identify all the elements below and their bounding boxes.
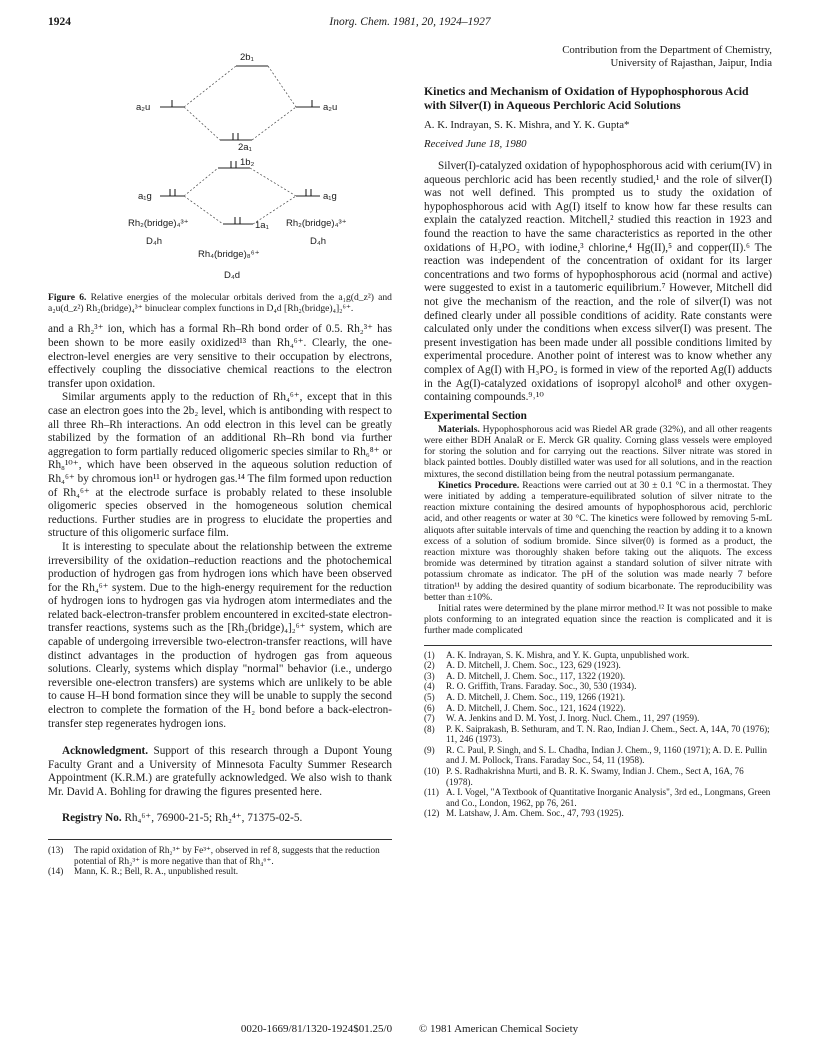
mo-diagram-svg [48,44,392,282]
label-right-symmetry: D₄h [310,236,327,247]
footnote-13: (13) The rapid oxidation of Rh₂³⁺ by Fe³⁺, observed in ref 8, suggests that the reduction potential of Rh₂³⁺ is more negative than that of Rh₄⁶⁺. [48,845,380,866]
reference-number: (12) [424,808,440,819]
reference-text: M. Latshaw, J. Am. Chem. Soc., 47, 793 (1925). [446,808,624,819]
intro-paragraph: Silver(I)-catalyzed oxidation of hypophosphorous acid with cerium(IV) in aqueous perchloric acid has been recently studied,¹ and the role of silver(I) was not well defined. This prompted us to study the oxidation of hypophosphorous acid with Ag(I) itself to know how far these results can explain the catalyzed reaction. Mitchell,² studied this reaction in 1923 and found the reaction to have the same characteristics as reported in the other oxidations of H₃PO₂ with iodine,³ chlorine,⁴ Hg(II),⁵ and copper(II).⁶ The reaction was independent of the concentration of oxidant for its larger concentrations and two forms of hypophosphorous acid (normal and active) were suggested to exist in a tautomeric equilibrium.⁷ However, Mitchell did not give the mechanism of the reaction, and the role of silver(I) was not defined clearly under all possible conditions of acidity. Rate constants were calculated only under the conditions when excess silver(I) was present. The present investigation has been made under all possible conditions limited by experimental procedure. Another point of interest was to know whether any complex of Ag(I) with H₃PO₂ is formed in view of the reported Ag(I) adducts in the Ag(I)-catalyzed oxidations of isopropyl alcohol⁸ and other oxygen-containing compounds.⁹˒¹⁰ [424,160,772,404]
contribution [424,44,772,70]
reference-item [424,650,772,661]
reference-number: (7) [424,713,435,724]
materials-head: Materials. [438,423,480,435]
page-number: 1924 [48,16,71,28]
registry-numbers [48,812,392,826]
reference-item [424,671,772,682]
reference-text: A. I. Vogel, "A Textbook of Quantitative Inorganic Analysis", 3rd ed., Longmans, Green and Co., London, 1962, pp 76, 261. [446,787,771,808]
left-paragraph-2: Similar arguments apply to the reduction of Rh₄⁶⁺, except that in this case an electron goes into the 2b₂ level, which is antibonding with respect to all three Rh–Rh interactions. An odd electron in this level can be greatly stabilized by the formation of an additional Rh–Rh bond via further aggregation to form partially reduced oligomeric species similar to Rh₆⁸⁺ or Rh₈¹⁰⁺, which have been observed in the aqueous solution reduction of Rh₄⁶⁺ by chromous ion¹¹ or hydrogen gas.¹⁴ The film formed upon reduction of Rh₄⁶⁺ at the electrode surface is probably related to these insoluble oligomeric species observed in the homogeneous solution chemical reductions. Further studies are in progress to elucidate the properties and structure of this oligomeric surface film. [48,391,392,540]
footer-copyright: © 1981 American Chemical Society [418,1023,579,1035]
right-column [424,44,772,819]
reference-number: (3) [424,670,435,681]
label-2b1: 2b₁ [240,52,254,63]
reference-number: (6) [424,702,435,713]
reference-text: A. D. Mitchell, J. Chem. Soc., 123, 629 (1923). [446,660,621,671]
reference-text: R. O. Griffith, Trans. Faraday. Soc., 30, 530 (1934). [446,681,637,692]
label-a1g-left: a₁g [138,191,152,202]
mo-energy-diagram [48,44,392,282]
materials-text: Hypophosphorous acid was Riedel AR grade (32%), and all other reagents were either BDH AnalaR or E. Merck GR quality. Corning glass vessels were employed for storing the solution and for carrying out the reactions. Silver nitrate was stored in black painted bottles. Doubly distilled water was used for all solutions, and in the reaction mixtures, the second distillation being from the neutral potassium permanganate. [424,423,772,480]
reference-text: R. C. Paul, P. Singh, and S. L. Chadha, Indian J. Chem., 9, 1160 (1971); A. D. E. Pullin and J. M. Pollock, Trans. Faraday Soc., 54, 11 (1958). [446,744,767,766]
kinetics-paragraph [424,480,772,603]
kinetics-text: Reactions were carried out at 30 ± 0.1 °C in a thermostat. They were initiated by adding a temperature-equilibrated solution of silver nitrate to the reaction mixture containing the desired amounts of hypophosphorous acid, perchloric acid, and other reagents or water at 30 °C. The kinetics were followed by removing 5-mL aliquots after suitable intervals of time and quenching the reaction by adding it to a known excess of a solution of sodium bromide. Since silver(0) is formed as a product, the reaction mixture was thoroughly shaken before taking out the aliquots. The excess bromide was determined by titration against a standard solution of silver nitrate with potassium chromate as indicator. The pH of the solution was made nearly 7 before titration¹¹ by adding the desired quantity of sodium bicarbonate. The reproducibility was better than ±10%. [424,479,772,603]
label-2a1: 2a₁ [238,142,252,153]
reference-number: (8) [424,723,435,734]
label-left-symmetry: D₄h [146,236,163,247]
received-date: Received June 18, 1980 [424,138,527,150]
reference-item [424,745,772,766]
reference-item [424,787,772,808]
registry-text: Rh₄⁶⁺, 76900-21-5; Rh₂⁴⁺, 71375-02-5. [121,811,303,824]
running-header [48,16,772,34]
acknowledgment [48,745,392,799]
footnote-14: (14) Mann, K. R.; Bell, R. A., unpublished result. [48,866,239,877]
reference-text: W. A. Jenkins and D. M. Yost, J. Inorg. Nucl. Chem., 11, 297 (1959). [446,713,700,724]
figure-caption-text: Relative energies of the molecular orbitals derived from the a₁g(d_z²) and a₂u(d_z²) Rh₂(bridge)₄³⁺ binuclear complex functions in D₄d [Rh₂(bridge)₄]₂⁶⁺. [48,292,392,315]
kinetics-head: Kinetics Procedure. [438,479,520,491]
reference-number: (9) [424,744,435,755]
label-a2u-left: a₂u [136,102,151,113]
label-center-complex: Rh₄(bridge)₈⁶⁺ [198,249,260,260]
reference-text: A. K. Indrayan, S. K. Mishra, and Y. K. Gupta, unpublished work. [446,649,690,660]
registry-head: Registry No. [62,811,122,824]
article-authors: A. K. Indrayan, S. K. Mishra, and Y. K. Gupta* [424,119,630,131]
reference-number: (10) [424,766,440,777]
reference-number: (2) [424,660,435,671]
label-center-symmetry: D₄d [224,270,241,281]
reference-item [424,724,772,745]
label-left-complex: Rh₂(bridge)₄³⁺ [128,218,189,229]
journal-citation: Inorg. Chem. 1981, 20, 1924–1927 [329,16,491,28]
label-1a1: 1a₁ [255,220,269,231]
reference-number: (11) [424,787,439,798]
contribution-line-2: University of Rajasthan, Jaipur, India [610,57,772,69]
left-column [48,44,392,877]
label-right-complex: Rh₂(bridge)₄³⁺ [286,218,347,229]
page-footer [0,1023,819,1035]
reference-text: A. D. Mitchell, J. Chem. Soc., 117, 1322 (1920). [446,670,626,681]
reference-item [424,713,772,724]
label-1b2: 1b₂ [240,157,255,168]
experimental-section-head: Experimental Section [424,409,527,422]
reference-text: A. D. Mitchell, J. Chem. Soc., 121, 1624 (1922). [446,702,626,713]
label-a1g-right: a₁g [323,191,337,202]
reference-item [424,660,772,671]
reference-item [424,681,772,692]
reference-item [424,808,772,819]
contribution-line-1: Contribution from the Department of Chemistry, [562,44,772,56]
initial-rates-paragraph: Initial rates were determined by the plane mirror method.¹² It was not possible to make plots conforming to an integrated equation since the reaction is complicated and it is further made complicated [424,602,772,637]
references-list [424,650,772,820]
footer-code: 0020-1669/81/1320-1924$01.25/0 [240,1023,393,1035]
reference-text: A. D. Mitchell, J. Chem. Soc., 119, 1266 (1921). [446,691,626,702]
left-paragraph-1: and a Rh₂³⁺ ion, which has a formal Rh–Rh bond order of 0.5. Rh₂³⁺ has been shown to be more easily oxidized¹³ than Rh₄⁶⁺. Clearly, the one-electron-level energies are very sensitive to their occupation by electrons, effectively coupling the dissociative chemical reactions to the electron transfer upon oxidation. [48,323,392,390]
figure-caption-label: Figure 6. [48,292,87,303]
reference-item [424,703,772,714]
reference-number: (5) [424,691,435,702]
acknowledgment-text: Support of this research through a Dupont Young Faculty Grant and a University of Minnesota Faculty Summer Research Appointment (K.R.M.) are gratefully acknowledged. We also wish to thank Mr. David A. Bohling for drawing the figures presented here. [48,745,392,798]
materials-paragraph [424,424,772,480]
reference-number: (1) [424,649,435,660]
left-paragraph-3: It is interesting to speculate about the relationship between the extreme irreversibility of the oxidation–reduction reactions and the photochemical production of hydrogen gas from hydrogen ions which have been observed for the Rh₄⁶⁺ system. Due to the high-energy requirement for the reduction of hydrogen ions to hydrogen gas via hydrogen atom intermediates and the related back-electron-transfer problem encountered in excited-state electron-transfer reactions, systems such as the [Rh₂(bridge)₄]₂⁶⁺ system, which are capable of undergoing irreversible two-electron-transfer reactions, will have distinct advantages in the production of hydrogen gas from aqueous solutions. Clearly, systems which display "normal" behavior (i.e., undergo reversible one-electron transfers) are systems which are unlikely to be able to cause H–H bond formation since they will be unable to supply the second electron to complete the formation of the H₂ bond before a back-electron-transfer step regenerates hydrogen ions. [48,540,392,730]
reference-item [424,692,772,703]
reference-item [424,766,772,787]
label-a2u-right: a₂u [323,102,338,113]
reference-text: P. S. Radhakrishna Murti, and B. R. K. Swamy, Indian J. Chem., Sect A, 16A, 76 (1978). [446,766,744,787]
article-title: Kinetics and Mechanism of Oxidation of Hypophosphorous Acid with Silver(I) in Aqueous Perchloric Acid Solutions [424,84,749,112]
reference-text: P. K. Saiprakash, B. Sethuram, and T. N. Rao, Indian J. Chem., Sect. A, 14A, 70 (1976); 11, 246 (1973). [446,723,770,745]
reference-number: (4) [424,681,435,692]
acknowledgment-head: Acknowledgment. [62,745,149,758]
figure-caption [48,292,392,314]
